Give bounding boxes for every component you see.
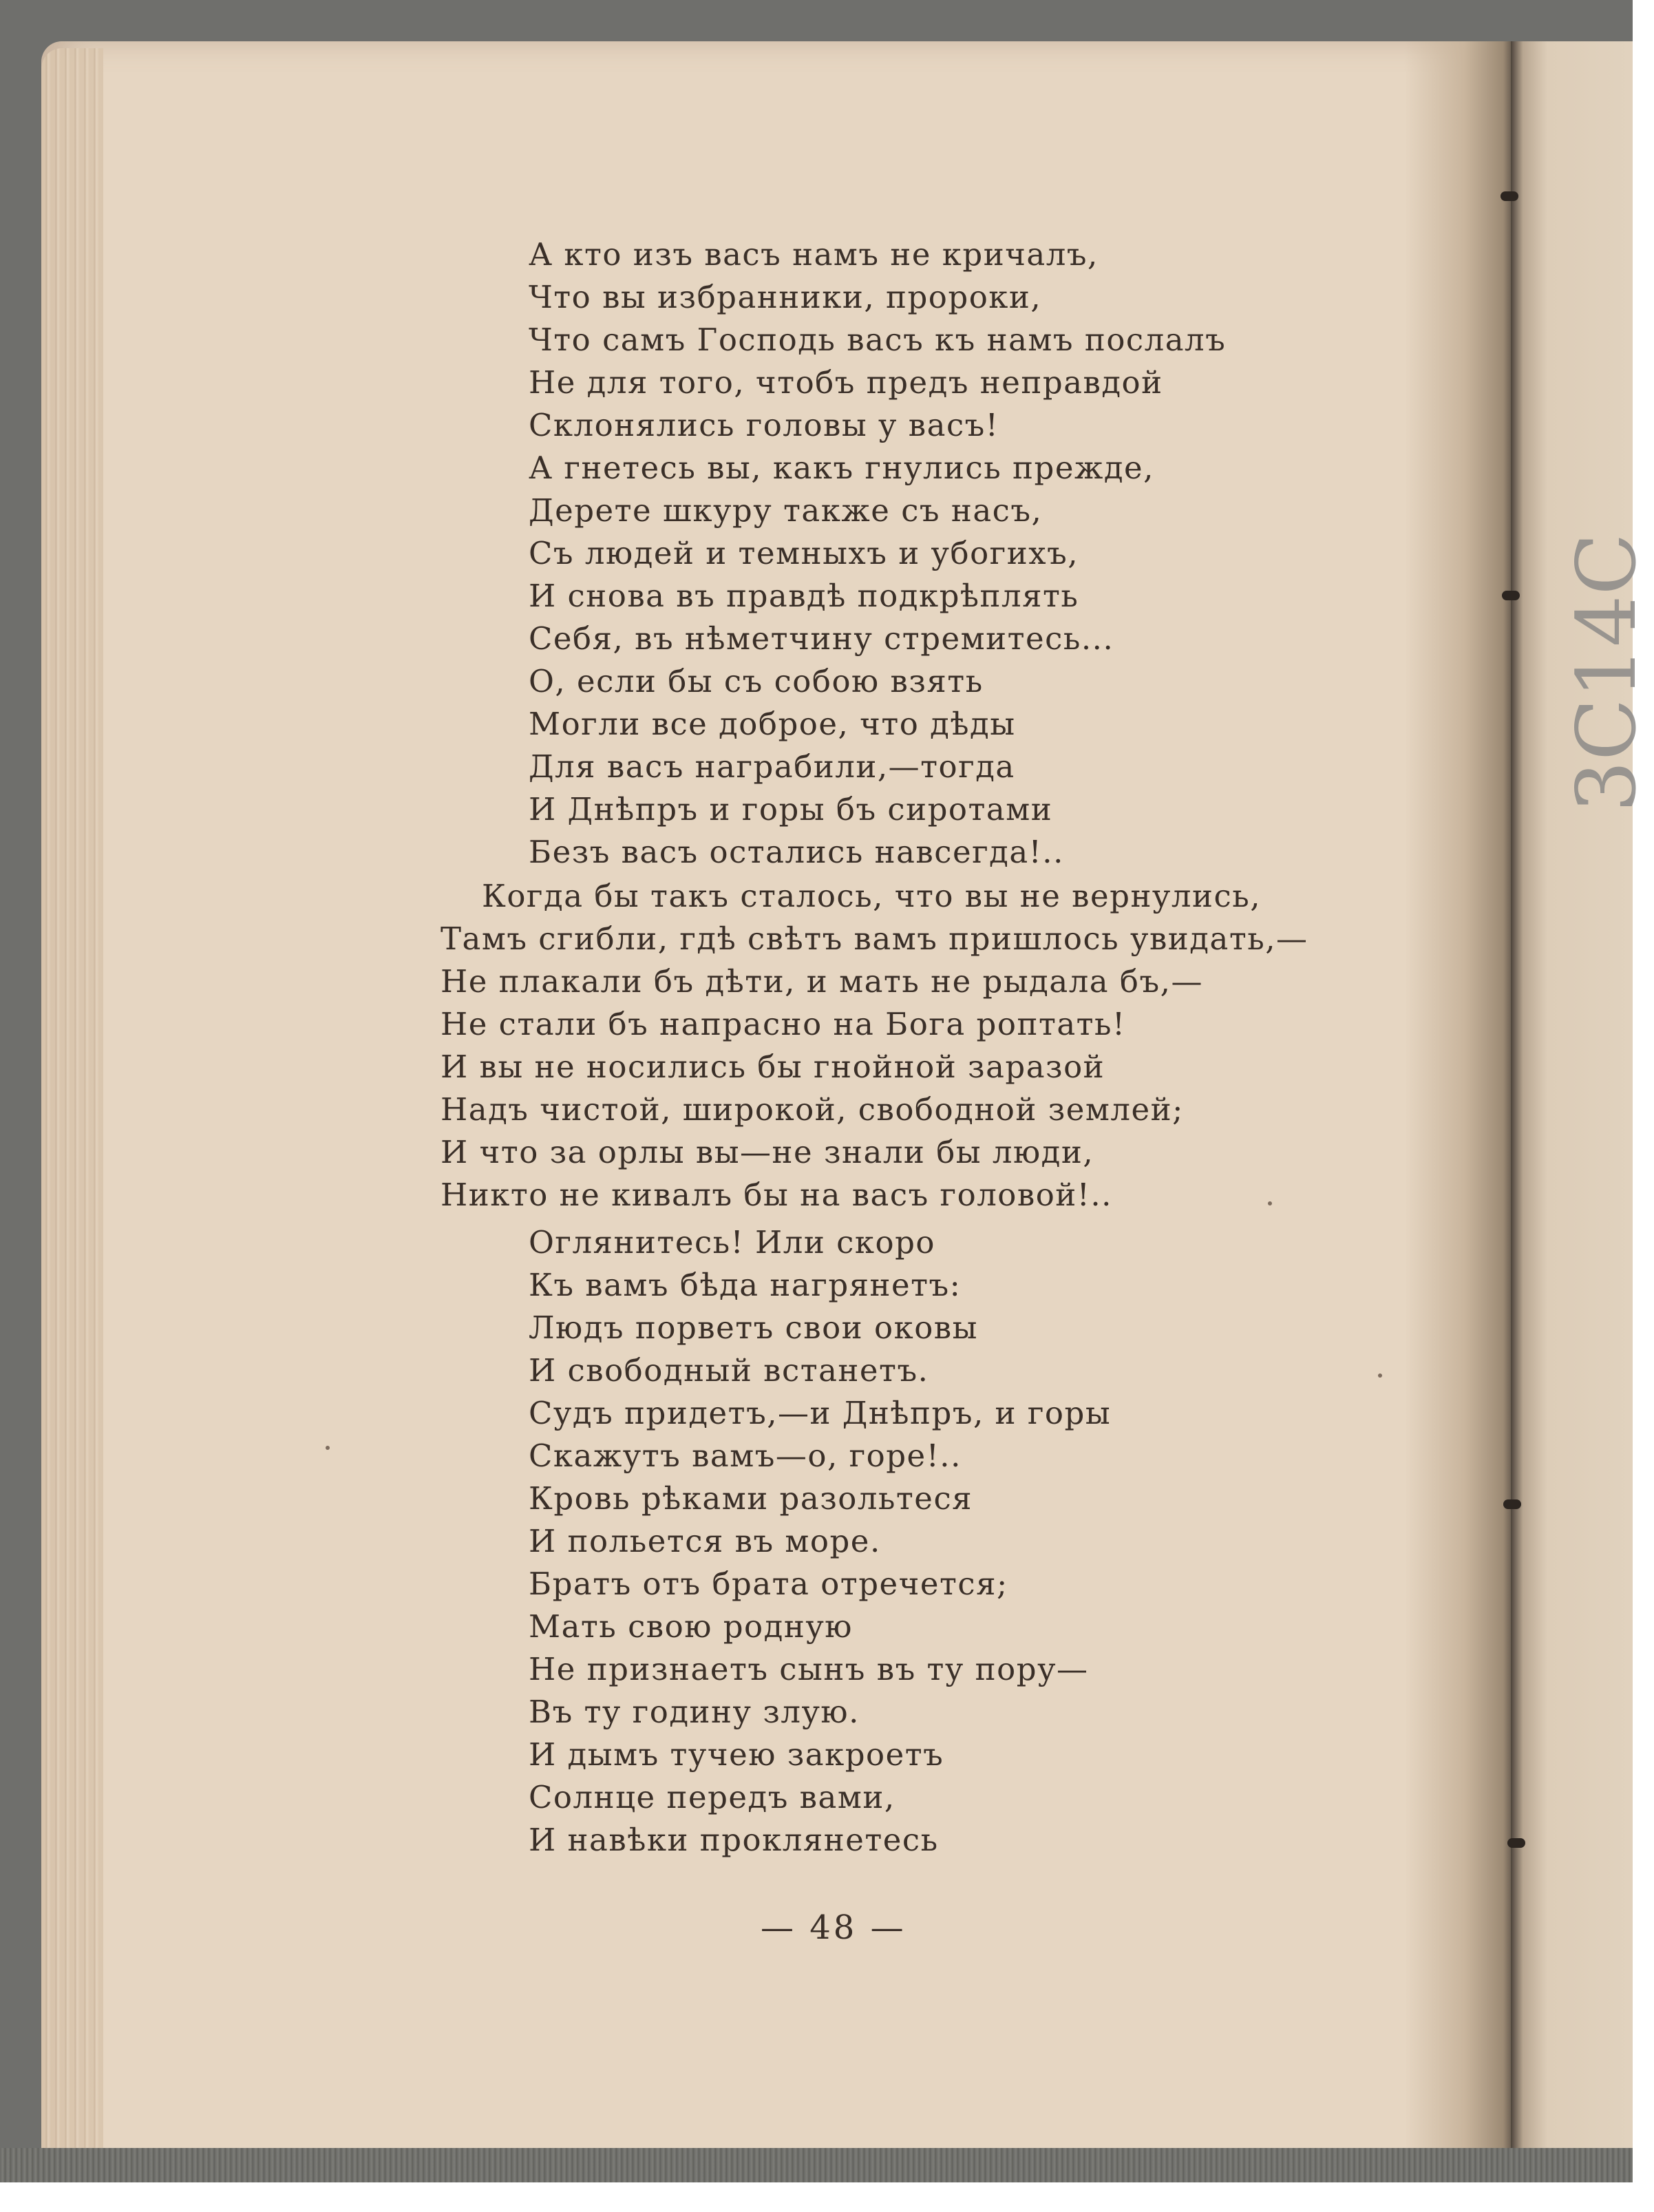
poem-line: Что вы избранники, пророки, <box>529 279 1042 315</box>
poem-line: Себя, въ нѣметчину стремитесь... <box>529 620 1114 657</box>
poem-line: И что за орлы вы—не знали бы люди, <box>441 1134 1094 1170</box>
poem-line: А кто изъ васъ намъ не кричалъ, <box>529 236 1099 273</box>
poem-line: Людъ порветъ свои оковы <box>529 1309 978 1346</box>
poem-line: И навѣки проклянетесь <box>529 1822 939 1858</box>
poem-line: Тамъ сгибли, гдѣ свѣтъ вамъ пришлось увидать,— <box>441 920 1308 957</box>
poem-line: Не стали бъ напрасно на Бога роптать! <box>441 1006 1126 1042</box>
poem-line: Склонялись головы у васъ! <box>529 407 999 443</box>
poem-line: И Днѣпръ и горы бъ сиротами <box>529 791 1053 828</box>
poem-line: Братъ отъ брата отречется; <box>529 1566 1008 1602</box>
poem-line: Не признаетъ сынъ въ ту пору— <box>529 1651 1089 1687</box>
poem-line: Что самъ Господь васъ къ намъ послалъ <box>529 322 1227 358</box>
poem-line: Никто не кивалъ бы на васъ головой!.. <box>441 1177 1112 1213</box>
poem-line: Съ людей и темныхъ и убогихъ, <box>529 535 1079 571</box>
poem-line: О, если бы съ собою взять <box>529 663 984 699</box>
poem-line: Дерете шкуру также съ насъ, <box>529 492 1043 529</box>
poem-line: Не для того, чтобъ предъ неправдой <box>529 364 1163 401</box>
poem-line: Солнце передъ вами, <box>529 1779 895 1815</box>
poem-line: Когда бы такъ сталось, что вы не вернулись, <box>482 878 1261 914</box>
poem-line: Мать свою родную <box>529 1608 853 1645</box>
poem-line: И дымъ тучею закроетъ <box>529 1736 944 1773</box>
poem-line: Безъ васъ остались навсегда!.. <box>529 834 1064 870</box>
poem-line: А гнетесь вы, какъ гнулись прежде, <box>529 450 1154 486</box>
page-number: — 48 — <box>761 1908 906 1947</box>
pencil-margin-note: 3С14С <box>1559 533 1654 812</box>
poem-line: Къ вамъ бѣда нагрянетъ: <box>529 1267 962 1303</box>
poem-line: Кровь рѣками разольтеся <box>529 1480 973 1517</box>
poem-line: Надъ чистой, широкой, свободной землей; <box>441 1091 1184 1128</box>
poem-line: И снова въ правдѣ подкрѣплять <box>529 578 1079 614</box>
poem-line: И вы не носились бы гнойной заразой <box>441 1049 1105 1085</box>
poem-line: Не плакали бъ дѣти, и мать не рыдала бъ,— <box>441 963 1203 1000</box>
poem-line: И свободный встанетъ. <box>529 1352 929 1389</box>
poem-line: Судъ придетъ,—и Днѣпръ, и горы <box>529 1395 1112 1431</box>
poem-line: И польется въ море. <box>529 1523 881 1559</box>
poem-line: Въ ту годину злую. <box>529 1694 860 1730</box>
poem-line: Могли все доброе, что дѣды <box>529 706 1016 742</box>
poem-line: Скажутъ вамъ—о, горе!.. <box>529 1437 962 1474</box>
poem-line: Оглянитесь! Или скоро <box>529 1224 935 1261</box>
poem-line: Для васъ награбили,—тогда <box>529 748 1015 785</box>
